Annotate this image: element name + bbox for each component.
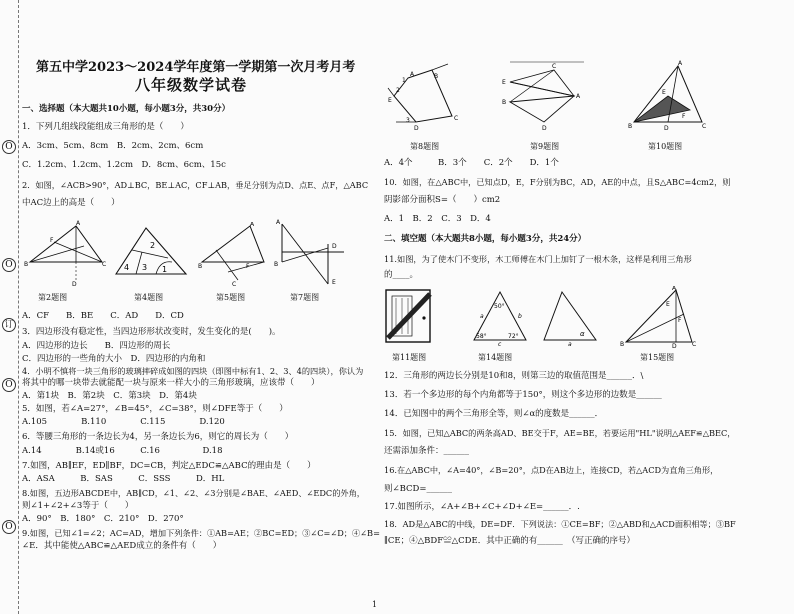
svg-text:B: B bbox=[620, 341, 625, 348]
caption-fig15: 第15题图 bbox=[640, 353, 675, 362]
svg-text:D: D bbox=[414, 125, 419, 132]
q3-options-b: C．四边形的一些角的大小 D．四边形的内角和 bbox=[22, 354, 206, 364]
svg-text:C: C bbox=[454, 115, 459, 122]
q9-cont: ∠E．其中能使△ABC≌△AED成立的条件有（ ） bbox=[22, 541, 222, 551]
q10: 10．如图，在△ABC中，已知点D，E，F分别为BC，AD，AE的中点，且S△ABC=4cm2，则 bbox=[384, 177, 731, 187]
svg-text:F: F bbox=[50, 237, 54, 244]
q5-options: A.105 B.110 C.115 D.120 bbox=[22, 417, 225, 427]
fig14-top-angle: 50° bbox=[494, 303, 505, 310]
q12: 12．三角形的两边长分别是10和8，则第三边的取值范围是______．\ bbox=[384, 371, 644, 381]
q9: 9.如图，已知∠1=∠2；AC=AD，增加下列条件：①AB=AE；②BC=ED；③∠C=∠D；④∠B= bbox=[22, 528, 380, 538]
q4: 4．小明不慎将一块三角形的玻璃摔碎成如图的四块（即图中标有1、2、3、4的四块），你认为 bbox=[22, 366, 364, 376]
svg-text:B: B bbox=[434, 73, 439, 80]
svg-text:C: C bbox=[552, 63, 557, 70]
fig14-side-c: c bbox=[498, 341, 502, 346]
fig14-br-angle: 72° bbox=[508, 333, 519, 340]
fig14-side-a: a bbox=[480, 313, 484, 320]
svg-text:A: A bbox=[678, 60, 683, 67]
svg-text:D: D bbox=[672, 343, 677, 348]
svg-text:F: F bbox=[246, 263, 250, 270]
svg-text:3: 3 bbox=[406, 117, 410, 124]
binding-hole: O bbox=[2, 520, 16, 534]
q4-cont: 将其中的哪一块带去就能配一块与原来一样大小的三角形玻璃，应该带（ ） bbox=[22, 378, 320, 388]
binding-hole: O bbox=[2, 258, 16, 272]
binding-hole: O bbox=[2, 378, 16, 392]
svg-text:C: C bbox=[702, 123, 707, 130]
svg-text:A: A bbox=[672, 286, 677, 292]
page-number: 1 bbox=[372, 600, 378, 609]
figure-q15 bbox=[620, 286, 698, 348]
svg-text:A: A bbox=[250, 222, 255, 228]
svg-text:2: 2 bbox=[396, 87, 400, 94]
q8: 8.如图，五边形ABCDE中，AB∥CD，∠1、∠2、∠3分别是∠BAE、∠AED、∠EDC的外角， bbox=[22, 488, 365, 498]
svg-text:E: E bbox=[662, 89, 666, 96]
q9-options: A．4个 B．3个 C．2个 D．1个 bbox=[384, 158, 559, 168]
q8-options: A．90° B．180° C．210° D．270° bbox=[22, 514, 184, 524]
caption-fig2: 第2题图 bbox=[38, 293, 68, 302]
exam-title: 第五中学2023～2024学年度第一学期第一次月考月考 bbox=[36, 60, 356, 75]
exam-subtitle: 八年级数学试卷 bbox=[135, 76, 248, 94]
svg-text:1: 1 bbox=[162, 265, 168, 274]
svg-text:E: E bbox=[332, 279, 336, 286]
caption-fig5: 第5题图 bbox=[216, 293, 246, 302]
section-fill: 二、填空题（本大题共8小题，每小题3分，共24分） bbox=[384, 234, 587, 244]
svg-text:B: B bbox=[502, 99, 507, 106]
q5: 5．如图，若∠A=27°，∠B=45°，∠C=38°，则∠DFE等于（ ） bbox=[22, 404, 288, 414]
figure-q5 bbox=[198, 222, 270, 288]
q16-cont: 则∠BCD=______ bbox=[384, 484, 452, 494]
svg-text:D: D bbox=[664, 125, 669, 132]
binding-hole: O bbox=[2, 140, 16, 154]
q13: 13．若一个多边形的每个内角都等于150°，则这个多边形的边数是______ bbox=[384, 390, 662, 400]
figure-q10 bbox=[628, 60, 708, 132]
q2-options: A．CF B．BE C．AD D．CD bbox=[22, 311, 184, 321]
q4-options: A．第1块 B．第2块 C．第3块 D．第4块 bbox=[22, 391, 197, 401]
figure-q2 bbox=[24, 220, 108, 288]
svg-text:A: A bbox=[410, 71, 415, 78]
figure-q11 bbox=[384, 288, 434, 344]
svg-text:1: 1 bbox=[402, 77, 406, 84]
binding-margin bbox=[0, 0, 19, 614]
q10-options: A．1 B．2 C．3 D．4 bbox=[384, 214, 491, 224]
q17: 17.如图所示，∠A+∠B+∠C+∠D+∠E=______．. bbox=[384, 502, 580, 512]
q1-options-a: A．3cm、5cm、8cm B．2cm、2cm、6cm bbox=[22, 141, 204, 151]
figure-q8 bbox=[386, 58, 468, 134]
svg-text:B: B bbox=[628, 123, 633, 130]
svg-text:B: B bbox=[24, 261, 29, 268]
q18: 18．AD是△ABC的中线，DE=DF．下列说法：①CE=BF；②△ABD和△ACD面积相等；③BF bbox=[384, 519, 736, 529]
svg-text:C: C bbox=[232, 281, 237, 288]
q10-cont: 阴影部分面积S=（ ）cm2 bbox=[384, 195, 501, 205]
svg-text:E: E bbox=[388, 97, 392, 104]
fig14-bl-angle: 58° bbox=[476, 333, 487, 340]
svg-text:C: C bbox=[102, 261, 107, 268]
figure-q4 bbox=[112, 222, 192, 288]
q15: 15．如图，已知△ABC的两条高AD、BE交于F，AE=BE，若要运用"HL"说明△AEF≌△BEC， bbox=[384, 428, 736, 438]
caption-fig14: 第14题图 bbox=[478, 353, 513, 362]
caption-fig7: 第7题图 bbox=[290, 293, 320, 302]
q3-options-a: A．四边形的边长 B．四边形的周长 bbox=[22, 341, 171, 351]
q11: 11.如图，为了使木门不变形，木工师傅在木门上加钉了一根木条，这样是利用三角形 bbox=[384, 254, 692, 264]
q7-options: A．ASA B．SAS C．SSS D．HL bbox=[22, 474, 225, 484]
svg-text:B: B bbox=[198, 263, 203, 270]
svg-text:A: A bbox=[576, 93, 581, 100]
figure-q7 bbox=[272, 218, 350, 290]
svg-text:F: F bbox=[682, 113, 686, 120]
caption-fig4: 第4题图 bbox=[134, 293, 164, 302]
q1-options-b: C．1.2cm、1.2cm、1.2cm D．8cm、6cm、15c bbox=[22, 160, 226, 170]
figure-q9 bbox=[500, 58, 588, 134]
svg-text:D: D bbox=[72, 281, 77, 288]
figure-q14-second bbox=[540, 288, 600, 346]
svg-text:C: C bbox=[692, 341, 697, 348]
svg-text:D: D bbox=[332, 243, 337, 250]
svg-text:2: 2 bbox=[150, 241, 156, 250]
fig14-side-b: b bbox=[518, 313, 522, 320]
svg-text:E: E bbox=[666, 301, 670, 308]
q1: 1．下列几组线段能组成三角形的是（ ） bbox=[22, 122, 189, 132]
binding-hole-label: 订 bbox=[2, 318, 16, 332]
svg-text:D: D bbox=[542, 125, 547, 132]
q3: 3．四边形没有稳定性，当四边形形状改变时，发生变化的是( )。 bbox=[22, 327, 281, 337]
q16: 16.在△ABC中，∠A=40°，∠B=20°，点D在AB边上，连接CD，若△ACD为直角三角形， bbox=[384, 465, 719, 475]
svg-text:4: 4 bbox=[124, 263, 130, 272]
caption-fig10: 第10题图 bbox=[648, 142, 683, 151]
q18-cont: ∥CE；④△BDF≌△CDE．其中正确的有______ （写正确的序号） bbox=[384, 536, 635, 546]
q8-cont: 则∠1+∠2+∠3等于（ ） bbox=[22, 501, 134, 511]
section-choice: 一、选择题（本大题共10小题，每小题3分，共30分） bbox=[22, 104, 231, 114]
svg-text:A: A bbox=[276, 219, 281, 226]
fig14-alpha: α bbox=[580, 330, 585, 338]
svg-text:B: B bbox=[274, 261, 279, 268]
q15-cont: 还需添加条件：______ bbox=[384, 446, 470, 456]
caption-fig8: 第8题图 bbox=[410, 142, 440, 151]
svg-text:A: A bbox=[76, 220, 81, 227]
fig14-side-a2: a bbox=[568, 341, 572, 346]
q14: 14．已知图中的两个三角形全等，则∠α的度数是______． bbox=[384, 409, 604, 419]
q7: 7.如图，AB∥EF，ED∥BF，DC=CB，判定△EDC≌△ABC的理由是（ ） bbox=[22, 461, 316, 471]
caption-fig9: 第9题图 bbox=[530, 142, 560, 151]
svg-text:F: F bbox=[678, 317, 682, 324]
q6-options: A.14 B.14或16 C.16 D.18 bbox=[22, 446, 223, 456]
q2-cont: 中AC边上的高是（ ） bbox=[22, 198, 120, 208]
q2: 2．如图，∠ACB>90°，AD⊥BC，BE⊥AC，CF⊥AB，垂足分别为点D、点E、点F，△ABC bbox=[22, 180, 369, 190]
figure-q14 bbox=[470, 288, 532, 346]
svg-text:3: 3 bbox=[142, 263, 148, 272]
caption-fig11: 第11题图 bbox=[392, 353, 427, 362]
q11-cont: 的____。 bbox=[384, 270, 419, 280]
svg-text:E: E bbox=[502, 79, 506, 86]
q6: 6．等腰三角形的一条边长为4，另一条边长为6，则它的周长为（ ） bbox=[22, 432, 294, 442]
